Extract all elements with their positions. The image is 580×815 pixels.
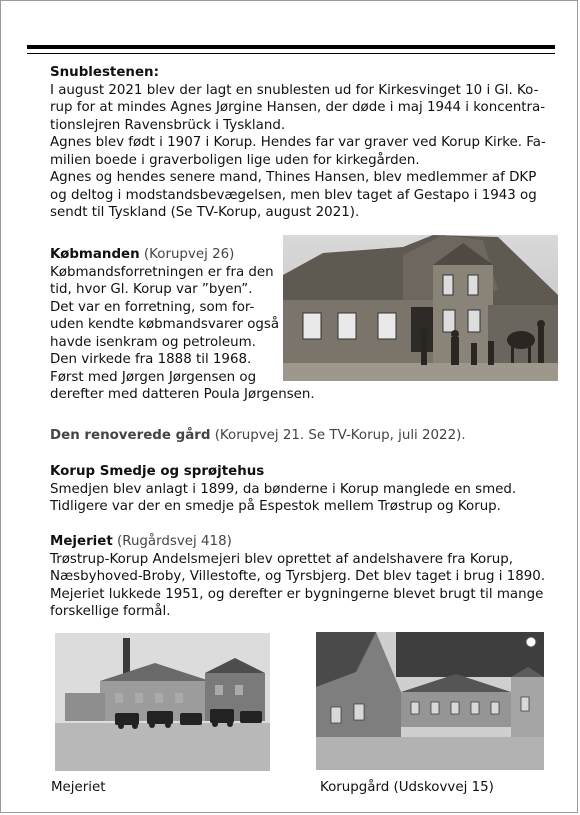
koebmanden-title [50,246,290,264]
header-rule-thin [27,53,555,54]
snublesten-line: sendt til Tyskland (Se TV-Korup, august 2021). [50,205,360,220]
snublesten-line: I august 2021 blev der lagt en snublesten ud for Kirkesvinget 10 i Gl. Ko- [50,82,539,98]
mejeriet-line: Mejeriet lukkede 1951, og derefter er bygningerne blevet brugt til mange [50,586,544,602]
snublesten-heading: Snublestenen: [50,65,159,80]
korupgaard-photo [316,632,544,770]
gaard-note: (Korupvej 21. Se TV-Korup, juli 2022). [210,428,466,443]
koebmanden-line: Det var en forretning, som for- [50,299,255,315]
snublesten-line: rup for at mindes Agnes Jørgine Hansen, der døde i maj 1944 i koncentra- [50,100,546,115]
mejeriet-line: forskellige formål. [50,604,171,619]
caption-korupgaard: Korupgård (Udskovvej 15) [320,780,494,795]
smedje-section [50,463,555,516]
koebmanden-line: havde isenkram og petroleum. [50,334,256,350]
snublesten-line: milien boede i graverboligen lige uden for kirkegården. [50,152,420,168]
smedje-heading: Korup Smedje og sprøjtehus [50,464,265,479]
koebmanden-line: derefter med datteren Poula Jørgensen. [50,387,315,402]
snublesten-section [50,64,555,222]
header-rule-thick [27,45,555,49]
gaard-heading: Den renoverede gård [50,428,211,443]
mejeriet-photo-drawing [55,633,270,771]
koebmanden-line: Den virkede fra 1888 til 1968. [50,352,252,367]
smedje-line: Smedjen blev anlagt i 1899, da bønderne i Korup manglede en smed. [50,481,517,497]
gaard-title [50,427,555,445]
smedje-line: Tidligere var der en smedje på Espestok mellem Trøstrup og Korup. [50,499,501,514]
mejeriet-title [50,533,555,551]
koebmanden-line: Købmandsforretningen er fra den [50,264,274,280]
koebmanden-section [50,246,315,404]
koebmanden-line: tid, hvor Gl. Korup var ”byen”. [50,282,253,297]
mejeriet-photo [55,633,270,771]
koebmand-photo-drawing [283,235,558,381]
snublesten-line: Agnes blev født i 1907 i Korup. Hendes far var graver ved Korup Kirke. Fa- [50,135,546,150]
mejeriet-heading: Mejeriet [50,534,113,549]
caption-mejeriet: Mejeriet [51,780,106,795]
koebmanden-address: (Korupvej 26) [139,247,235,262]
mejeriet-line: Næsbyhoved-Broby, Villestofte, og Tyrsbjerg. Det blev taget i brug i 1890. [50,569,546,584]
koebmanden-line: Først med Jørgen Jørgensen og [50,369,257,385]
mejeriet-address: (Rugårdsvej 418) [112,534,232,549]
snublesten-line: tionslejren Ravensbrück i Tyskland. [50,117,286,133]
mejeriet-line: Trøstrup-Korup Andelsmejeri blev oprettet af andelshavere fra Korup, [50,551,513,567]
koebmanden-line: uden kendte købmandsvarer også [50,317,280,332]
korupgaard-photo-drawing [316,632,544,770]
gaard-section [50,427,555,445]
koebmand-photo [283,235,558,381]
snublesten-line: og deltog i modstandsbevægelsen, men blev taget af Gestapo i 1943 og [50,187,537,203]
snublesten-line: Agnes og hendes senere mand, Thines Hansen, blev medlemmer af DKP [50,170,537,185]
mejeriet-section [50,533,555,621]
koebmanden-heading: Købmanden [50,247,140,262]
